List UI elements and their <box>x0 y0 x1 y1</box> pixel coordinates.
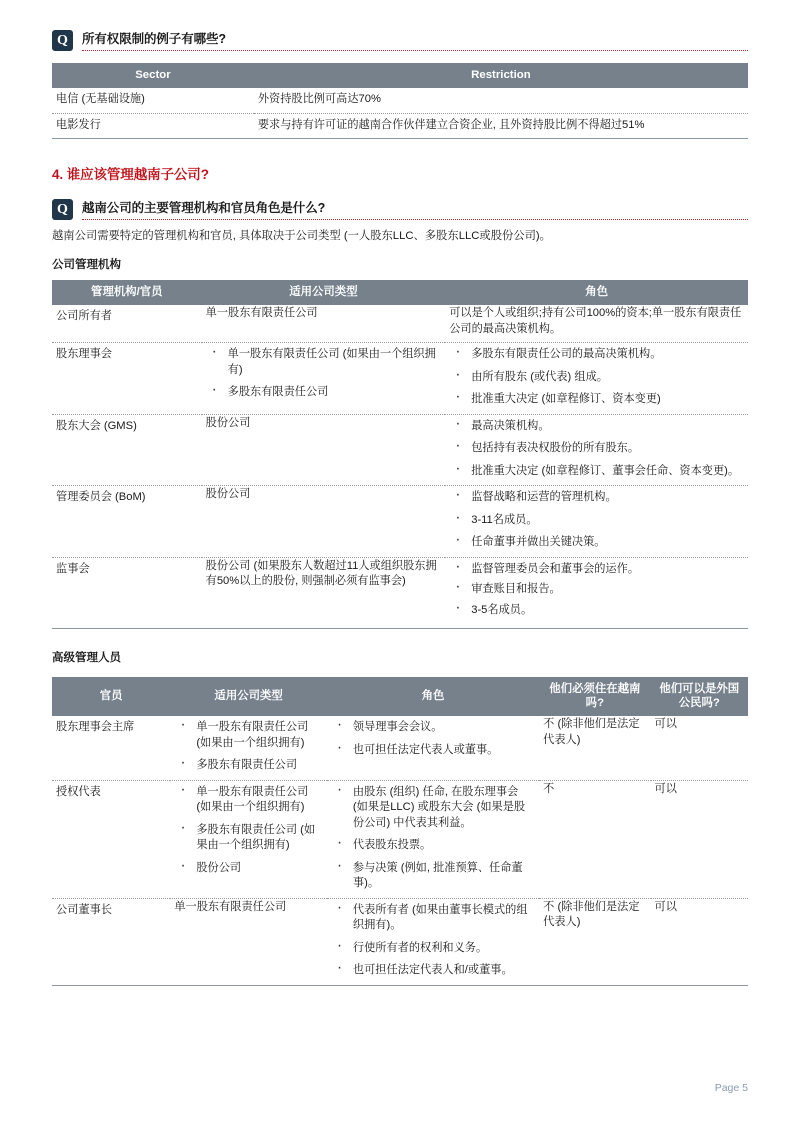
cell-officer-name: 公司董事长 <box>52 898 170 985</box>
cell-roles <box>445 414 748 486</box>
cell-roles <box>445 557 748 629</box>
list-item: · 监督战略和运营的管理机构。 <box>449 490 742 506</box>
subsection-label-governance: 公司管理机构 <box>52 259 121 271</box>
company-type-list <box>206 347 440 401</box>
column-header-officer: 官员 <box>52 677 170 716</box>
table-ownership-restrictions <box>52 63 748 139</box>
table-row <box>52 486 748 558</box>
list-item: · 批准重大决定 (如章程修订、资本变更) <box>449 392 742 408</box>
table-body-governance <box>52 305 748 629</box>
list-item: · 审查账目和报告。 <box>449 582 742 598</box>
role-list <box>449 347 742 408</box>
cell-can-be-foreign: 可以 <box>651 898 748 985</box>
list-item: · 多股东有限责任公司的最高决策机构。 <box>449 347 742 363</box>
cell-body-name: 公司所有者 <box>52 305 202 343</box>
page-footer: Page 5 <box>714 1082 748 1094</box>
column-header-can-be-foreign: 他们可以是外国公民吗? <box>651 677 748 716</box>
role-list <box>331 720 533 758</box>
table-row <box>52 305 748 343</box>
list-item: · 参与决策 (例如, 批准预算、任命董事)。 <box>331 861 533 892</box>
cell-company-types: 股份公司 <box>202 414 446 486</box>
column-header-role: 角色 <box>445 280 748 305</box>
cell-can-be-foreign: 可以 <box>651 780 748 898</box>
cell-must-reside: 不 (除非他们是法定代表人) <box>539 716 650 780</box>
list-item: · 单一股东有限责任公司 (如果由一个组织拥有) <box>206 347 440 378</box>
cell-must-reside: 不 (除非他们是法定代表人) <box>539 898 650 985</box>
list-item: · 股份公司 <box>174 861 321 877</box>
table-header-row <box>52 63 748 88</box>
section-heading-4: 4. 谁应该管理越南子公司? <box>52 167 209 182</box>
column-header-company-type: 适用公司类型 <box>202 280 446 305</box>
cell-company-types: 单一股东有限责任公司 <box>170 898 327 985</box>
table-row <box>52 780 748 898</box>
list-item: · 代表所有者 (如果由董事长模式的组织拥有)。 <box>331 903 533 934</box>
list-item: · 代表股东投票。 <box>331 838 533 854</box>
table-row <box>52 113 748 139</box>
list-item: · 多股东有限责任公司 <box>206 385 440 401</box>
cell-roles <box>445 486 748 558</box>
question-block-management-bodies <box>52 199 748 220</box>
subsection-label-senior-management: 高级管理人员 <box>52 652 121 664</box>
list-item: · 也可担任法定代表人和/或董事。 <box>331 963 533 979</box>
table-header-row <box>52 280 748 305</box>
table-governance-bodies <box>52 280 748 629</box>
table-body-officers <box>52 716 748 985</box>
question-heading-wrap <box>82 199 748 220</box>
role-list <box>449 419 742 480</box>
cell-roles: 可以是个人或组织;持有公司100%的资本;单一股东有限责任公司的最高决策机构。 <box>445 305 748 343</box>
table-row <box>52 343 748 415</box>
cell-can-be-foreign: 可以 <box>651 716 748 780</box>
cell-roles <box>327 716 539 780</box>
column-header-sector: Sector <box>52 63 254 88</box>
company-type-list <box>174 720 321 774</box>
question-heading-wrap <box>82 30 748 51</box>
role-list <box>449 490 742 551</box>
cell-company-types <box>170 716 327 780</box>
table-row <box>52 557 748 629</box>
cell-officer-name: 授权代表 <box>52 780 170 898</box>
cell-roles <box>327 780 539 898</box>
list-item: · 3-5名成员。 <box>449 603 742 619</box>
column-header-body: 管理机构/官员 <box>52 280 202 305</box>
cell-restriction: 外资持股比例可高达70% <box>254 88 748 113</box>
cell-body-name: 监事会 <box>52 557 202 629</box>
list-item: · 行使所有者的权利和义务。 <box>331 941 533 957</box>
question-heading-text: 越南公司的主要管理机构和官员角色是什么? <box>82 201 326 215</box>
table-header-row <box>52 677 748 716</box>
list-item: · 3-11名成员。 <box>449 513 742 529</box>
cell-body-name: 股东大会 (GMS) <box>52 414 202 486</box>
intro-paragraph: 越南公司需要特定的管理机构和官员, 具体取决于公司类型 (一人股东LLC、多股东LLC或股份公司)。 <box>52 230 551 242</box>
cell-body-name: 股东理事会 <box>52 343 202 415</box>
question-badge-icon: Q <box>52 199 73 220</box>
cell-company-types: 单一股东有限责任公司 <box>202 305 446 343</box>
table-row <box>52 88 748 113</box>
table-row <box>52 898 748 985</box>
column-header-role: 角色 <box>327 677 539 716</box>
list-item: · 多股东有限责任公司 <box>174 758 321 774</box>
list-item: · 由股东 (组织) 任命, 在股东理事会 (如果是LLC) 或股东大会 (如果是股份公司) 中代表其利益。 <box>331 785 533 832</box>
column-header-restriction: Restriction <box>254 63 748 88</box>
cell-sector: 电信 (无基础设施) <box>52 88 254 113</box>
column-header-company-type: 适用公司类型 <box>170 677 327 716</box>
cell-company-types: 股份公司 (如果股东人数超过11人或组织股东拥有50%以上的股份, 则强制必须有监事会) <box>202 557 446 629</box>
table-senior-officers <box>52 677 748 986</box>
question-badge-icon: Q <box>52 30 73 51</box>
question-block-ownership-restrictions <box>52 30 748 51</box>
list-item: · 批准重大决定 (如章程修订、董事会任命、资本变更)。 <box>449 464 742 480</box>
list-item: · 任命董事并做出关键决策。 <box>449 535 742 551</box>
cell-body-name: 管理委员会 (BoM) <box>52 486 202 558</box>
cell-company-types: 股份公司 <box>202 486 446 558</box>
list-item: · 最高决策机构。 <box>449 419 742 435</box>
table-row <box>52 414 748 486</box>
cell-roles <box>327 898 539 985</box>
list-item: · 领导理事会会议。 <box>331 720 533 736</box>
list-item: · 多股东有限责任公司 (如果由一个组织拥有) <box>174 823 321 854</box>
role-list <box>331 903 533 979</box>
question-underline-rule <box>82 219 748 220</box>
list-item: · 监督管理委员会和董事会的运作。 <box>449 562 742 578</box>
list-item: · 由所有股东 (或代表) 组成。 <box>449 370 742 386</box>
question-underline-rule <box>82 50 748 51</box>
cell-company-types <box>170 780 327 898</box>
cell-must-reside: 不 <box>539 780 650 898</box>
list-item: · 单一股东有限责任公司 (如果由一个组织拥有) <box>174 785 321 816</box>
list-item: · 单一股东有限责任公司 (如果由一个组织拥有) <box>174 720 321 751</box>
role-list <box>449 562 742 619</box>
cell-roles <box>445 343 748 415</box>
cell-company-types <box>202 343 446 415</box>
cell-officer-name: 股东理事会主席 <box>52 716 170 780</box>
role-list <box>331 785 533 892</box>
cell-restriction: 要求与持有许可证的越南合作伙伴建立合资企业, 且外资持股比例不得超过51% <box>254 113 748 139</box>
question-heading-text: 所有权限制的例子有哪些? <box>82 32 226 46</box>
list-item: · 也可担任法定代表人或董事。 <box>331 743 533 759</box>
cell-sector: 电影发行 <box>52 113 254 139</box>
column-header-must-reside: 他们必须住在越南吗? <box>539 677 650 716</box>
company-type-list <box>174 785 321 877</box>
list-item: · 包括持有表决权股份的所有股东。 <box>449 441 742 457</box>
table-row <box>52 716 748 780</box>
